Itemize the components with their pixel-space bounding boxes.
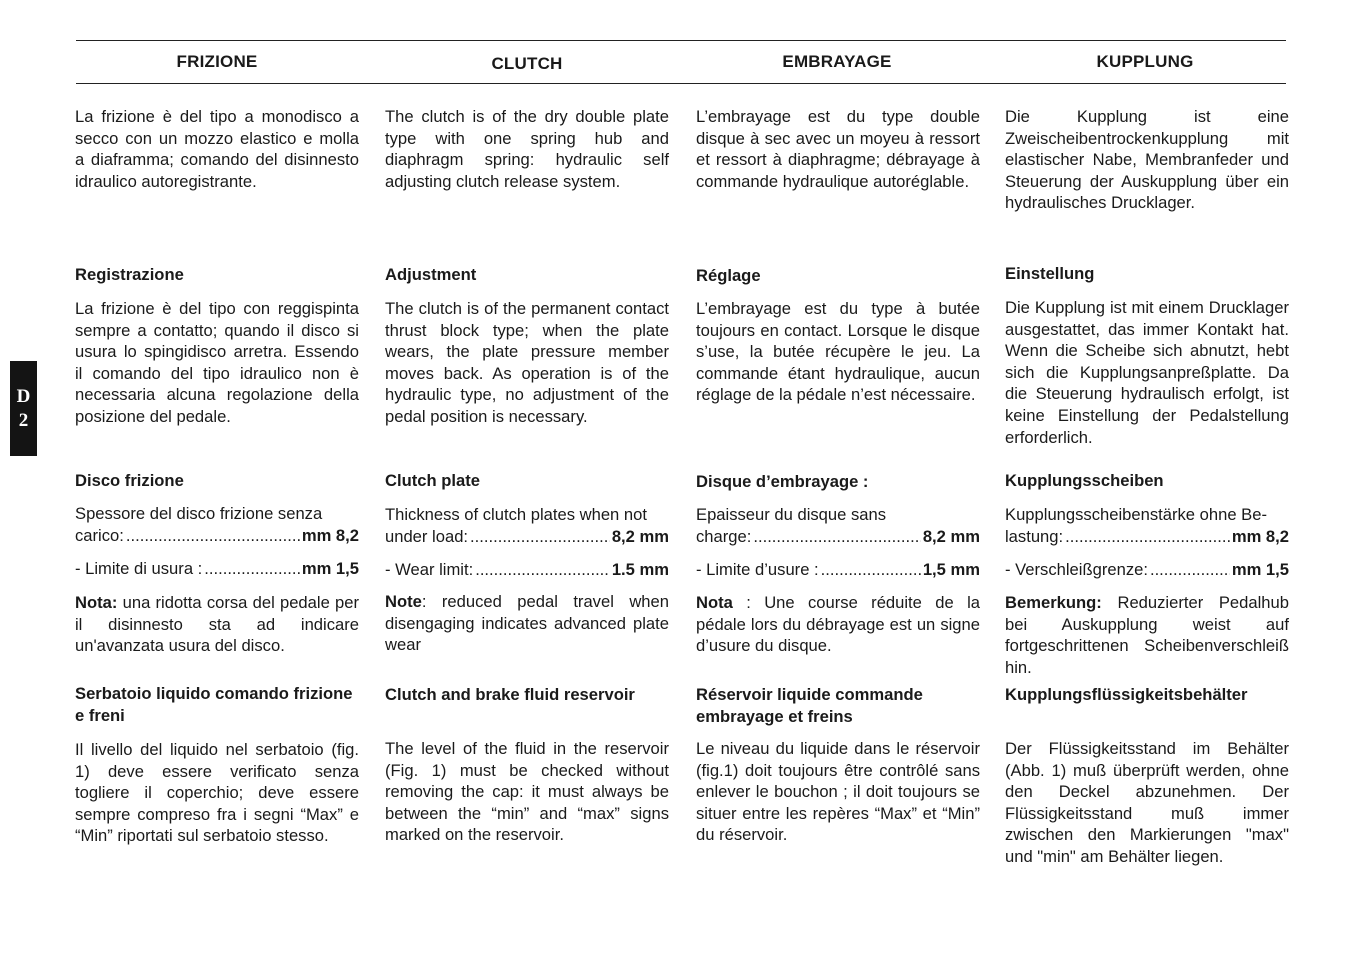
clutch-plate-title: Disque d’embrayage : [696,472,869,491]
column-italian [75,0,359,956]
thickness-label: Kupplungsscheibenstärke ohne Be- [1005,505,1267,524]
note-label: Nota: [75,593,118,612]
wear-limit-label: - Limite di usura : [75,559,203,578]
wear-limit-label: - Wear limit: [385,560,474,579]
wear-limit-value: 1,5 mm [922,560,980,579]
thickness-value: 8,2 mm [611,526,669,546]
page-section-tab [10,361,37,456]
reservoir-paragraph: The level of the fluid in the reservoir (Fig. 1) must be checked without removing the cap: it must always be between the “min” and “max” signs marked on the reservoir. [385,739,669,845]
wear-limit-label: - Limite d’usure : [696,560,819,579]
leader-dots [1150,559,1230,581]
note-text: Reduzierter Pedalhub bei Auskupplung weist auf fortgeschrittenen Scheibenverschleiß hin. [1005,593,1289,677]
reservoir-title: Serbatoio liquido comando frizione e freni [75,684,353,725]
thickness-lead: under load: [385,526,469,546]
note-text: una ridotta corsa del pedale per il disinnesto sta ad indicare un'avanzata usura del disco. [75,593,359,656]
column-french [696,0,980,956]
thickness-spec [75,503,359,546]
intro-paragraph: La frizione è del tipo a monodisco a secco con un mozzo elastico e molla a diaframma; comando del disinnesto idraulico autoregistrante. [75,107,359,191]
thickness-spec [696,504,980,547]
thickness-label: Spessore del disco frizione senza [75,504,323,523]
note-paragraph [1005,592,1289,678]
note-paragraph [385,591,669,656]
wear-limit-value: 1.5 mm [611,560,669,579]
adjustment-title: Adjustment [385,265,477,284]
thickness-label: Epaisseur du disque sans [696,505,887,524]
clutch-plate-title: Clutch plate [385,471,480,490]
note-paragraph [696,592,980,657]
leader-dots [204,558,300,580]
wear-limit-value: mm 1,5 [301,559,359,578]
reservoir-title: Réservoir liquide commande embrayage et freins [696,685,923,726]
reservoir-title: Kupplungsflüssigkeitsbehälter [1005,685,1248,704]
leader-dots [753,526,920,548]
leader-dots [1065,526,1230,548]
leader-dots [475,559,610,581]
adjustment-title: Réglage [696,266,761,285]
note-label: Nota [696,593,733,612]
column-heading-italian: FRIZIONE [176,52,258,71]
note-label: Bemerkung: [1005,593,1102,612]
leader-dots [126,525,300,547]
intro-paragraph: L’embrayage est du type double disque à sec avec un moyeu à ressort et ressort à diaphragme; débrayage à commande hydraulique autoréglable. [696,107,980,191]
column-german [1005,0,1289,956]
adjustment-title: Einstellung [1005,264,1095,283]
column-heading-french: EMBRAYAGE [782,52,892,71]
thickness-value: mm 8,2 [301,525,359,545]
column-heading-english: CLUTCH [491,54,563,73]
clutch-plate-title: Disco frizione [75,471,184,490]
wear-limit-value: mm 1,5 [1231,560,1289,579]
wear-limit-label: - Verschleißgrenze: [1005,560,1148,579]
note-text: : reduced pedal travel when disengaging indicates advanced plate wear [385,592,669,655]
tab-letter: D [16,385,31,407]
thickness-lead: lastung: [1005,526,1064,546]
thickness-value: 8,2 mm [922,526,980,546]
note-text: : Une course réduite de la pédale lors du débrayage est un signe d’usure du disque. [696,593,980,656]
reservoir-paragraph: Il livello del liquido nel serbatoio (fig. 1) deve essere verificato senza togliere il coperchio; deve essere sempre compreso fra i segni “Max” e “Min” riportati sul serbatoio stesso. [75,740,359,846]
adjustment-paragraph: The clutch is of the permanent contact thrust block type; when the plate wears, the plate pressure member moves back. As operation is of the hydraulic type, no adjustment of the pedal position is necessary. [385,299,669,426]
thickness-lead: carico: [75,525,124,545]
adjustment-paragraph: La frizione è del tipo con reggispinta sempre a contatto; quando il disco si usura lo spingidisco arretra. Essendo il comando del tipo idraulico non è necessaria alcuna regolazione della posizione del pedale. [75,299,359,426]
adjustment-paragraph: Die Kupplung ist mit einem Drucklager ausgestattet, das immer Kontakt hat. Wenn die Scheibe sich abnutzt, hebt sich die Kupplungsanpreßplatte. Da die Steuerung hydraulisch erfolgt, ist keine Einstellung der Pedalstellung erforderlich. [1005,298,1289,447]
wear-limit-spec [1005,559,1289,581]
clutch-plate-title: Kupplungsscheiben [1005,471,1164,490]
thickness-label: Thickness of clutch plates when not [385,505,647,524]
column-english [385,0,669,956]
wear-limit-spec [696,559,980,581]
thickness-spec [385,504,669,547]
note-paragraph [75,592,359,657]
wear-limit-spec [75,558,359,580]
adjustment-title: Registrazione [75,265,184,284]
tab-number: 2 [18,409,29,431]
intro-paragraph: The clutch is of the dry double plate type with one spring hub and diaphragm spring: hydraulic self adjusting clutch release system. [385,107,669,191]
reservoir-paragraph: Der Flüssigkeitsstand im Behälter (Abb. 1) muß überprüft werden, ohne den Deckel abzunehmen. Der Flüssigkeitsstand muß immer zwischen den Markierungen "max" und "min" am Behälter liegen. [1005,739,1289,866]
intro-paragraph: Die Kupplung ist eine Zweischeibentrockenkupplung mit elastischer Nabe, Membranfeder und Steuerung der Auskupplung über ein hydraulisches Drucklager. [1005,107,1289,213]
thickness-spec [1005,504,1289,547]
reservoir-title: Clutch and brake fluid reservoir [385,685,635,704]
leader-dots [470,526,610,548]
note-label: Note [385,592,422,611]
column-heading-german: KUPPLUNG [1096,52,1194,71]
leader-dots [821,559,921,581]
thickness-lead: charge: [696,526,752,546]
adjustment-paragraph: L’embrayage est du type à butée toujours en contact. Lorsque le disque s’use, la butée récupère le jeu. La commande étant hydraulique, aucun réglage de la pédale n’est nécessaire. [696,299,980,405]
thickness-value: mm 8,2 [1231,526,1289,546]
reservoir-paragraph: Le niveau du liquide dans le réservoir (fig.1) doit toujours être contrôlé sans enlever le bouchon ; il doit toujours se situer entre les repères “Max” et “Min” du réservoir. [696,739,980,845]
wear-limit-spec [385,559,669,581]
